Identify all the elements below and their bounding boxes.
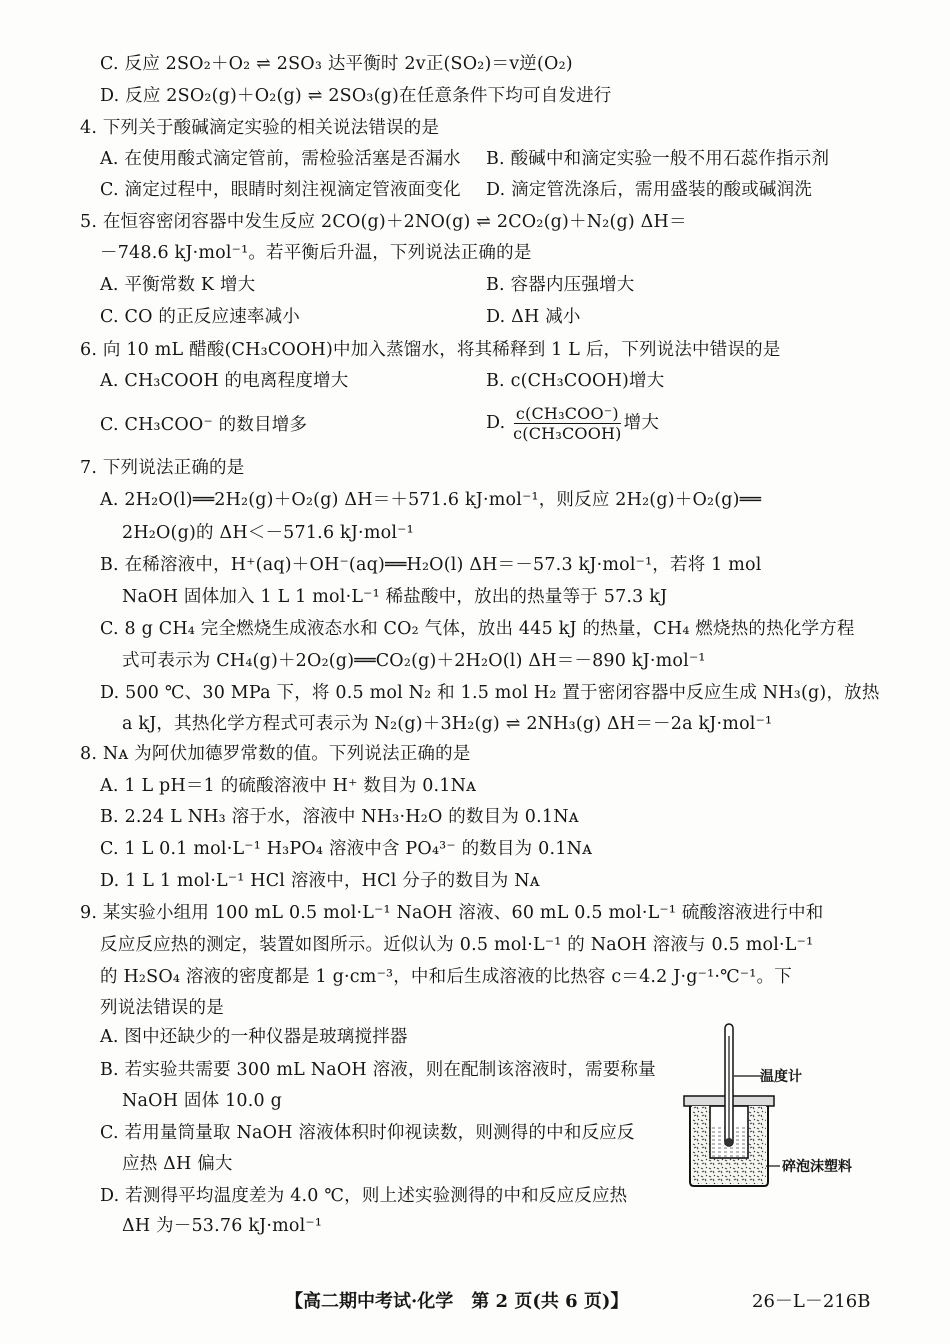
fraction-denominator: c(CH₃COOH) xyxy=(513,424,622,443)
q5-option-d: D. ΔH 减小 xyxy=(486,307,581,327)
q9-option-d: D. 若测得平均温度差为 4.0 ℃，则上述实验测得的中和反应反应热 xyxy=(100,1186,628,1206)
q9-option-c: C. 若用量筒量取 NaOH 溶液体积时仰视读数，则测得的中和反应反 xyxy=(100,1123,635,1143)
question-6: 6. 向 10 mL 醋酸(CH₃COOH)中加入蒸馏水，将其稀释到 1 L 后，下列说法中错误的是 xyxy=(80,340,781,360)
calorimeter-figure xyxy=(676,1022,866,1192)
q7-option-d-cont: a kJ，其热化学方程式可表示为 N₂(g)＋3H₂(g) ⇌ 2NH₃(g) ΔH＝－2a kJ·mol⁻¹ xyxy=(122,714,773,734)
q7-option-b-cont: NaOH 固体加入 1 L 1 mol·L⁻¹ 稀盐酸中，放出的热量等于 57.3 kJ xyxy=(122,587,668,607)
q9-option-b: B. 若实验共需要 300 mL NaOH 溶液，则在配制该溶液时，需要称量 xyxy=(100,1060,656,1080)
q6-option-c: C. CH₃COO⁻ 的数目增多 xyxy=(100,415,308,435)
question-8: 8. Nᴀ 为阿伏加德罗常数的值。下列说法正确的是 xyxy=(80,744,471,764)
q7-option-c-cont: 式可表示为 CH₄(g)＋2O₂(g)══CO₂(g)＋2H₂O(l) ΔH＝－890 kJ·mol⁻¹ xyxy=(122,651,706,671)
q4-option-c: C. 滴定过程中，眼睛时刻注视滴定管液面变化 xyxy=(100,180,461,200)
q4-option-a: A. 在使用酸式滴定管前，需检验活塞是否漏水 xyxy=(100,149,461,169)
q3-option-d: D. 反应 2SO₂(g)＋O₂(g) ⇌ 2SO₃(g)在任意条件下均可自发进行 xyxy=(100,86,612,106)
question-9-line4: 列说法错误的是 xyxy=(100,998,224,1018)
question-4: 4. 下列关于酸碱滴定实验的相关说法错误的是 xyxy=(80,118,440,138)
footer-code: 26－L－216B xyxy=(752,1291,871,1312)
q6-option-b: B. c(CH₃COOH)增大 xyxy=(486,371,665,391)
q5-option-a: A. 平衡常数 K 增大 xyxy=(100,275,256,295)
q6-option-d-tail: 增大 xyxy=(623,413,660,433)
q5-option-c: C. CO 的正反应速率减小 xyxy=(100,307,300,327)
q8-option-c: C. 1 L 0.1 mol·L⁻¹ H₃PO₄ 溶液中含 PO₄³⁻ 的数目为 0.1Nᴀ xyxy=(100,839,593,859)
question-9: 9. 某实验小组用 100 mL 0.5 mol·L⁻¹ NaOH 溶液、60 mL 0.5 mol·L⁻¹ 硫酸溶液进行中和 xyxy=(80,903,824,923)
question-7: 7. 下列说法正确的是 xyxy=(80,458,245,478)
q3-option-c: C. 反应 2SO₂＋O₂ ⇌ 2SO₃ 达平衡时 2v正(SO₂)＝v逆(O₂) xyxy=(100,54,573,74)
q5-option-b: B. 容器内压强增大 xyxy=(486,275,635,295)
q8-option-a: A. 1 L pH＝1 的硫酸溶液中 H⁺ 数目为 0.1Nᴀ xyxy=(100,776,477,796)
q6-option-d xyxy=(486,400,659,446)
question-5-cont: －748.6 kJ·mol⁻¹。若平衡后升温，下列说法正确的是 xyxy=(100,243,532,263)
q9-option-b-cont: NaOH 固体 10.0 g xyxy=(122,1091,283,1111)
q7-option-a-cont: 2H₂O(g)的 ΔH＜－571.6 kJ·mol⁻¹ xyxy=(122,523,414,543)
q6-option-d-fraction xyxy=(511,404,623,443)
q8-option-b: B. 2.24 L NH₃ 溶于水，溶液中 NH₃·H₂O 的数目为 0.1Nᴀ xyxy=(100,807,579,827)
question-9-line2: 反应反应热的测定，装置如图所示。近似认为 0.5 mol·L⁻¹ 的 NaOH 溶液与 0.5 mol·L⁻¹ xyxy=(100,935,814,955)
q4-option-d: D. 滴定管洗涤后，需用盛装的酸或碱润洗 xyxy=(486,180,813,200)
question-9-line3: 的 H₂SO₄ 溶液的密度都是 1 g·cm⁻³，中和后生成溶液的比热容 c＝4.2 J·g⁻¹·℃⁻¹。下 xyxy=(100,967,792,987)
question-5: 5. 在恒容密闭容器中发生反应 2CO(g)＋2NO(g) ⇌ 2CO₂(g)＋N₂(g) ΔH＝ xyxy=(80,212,687,232)
q6-option-d-label: D. xyxy=(486,413,506,433)
q9-option-c-cont: 应热 ΔH 偏大 xyxy=(122,1154,233,1174)
foam-label: 碎泡沫塑料 xyxy=(782,1159,852,1175)
fraction-numerator: c(CH₃COO⁻) xyxy=(515,404,619,423)
footer-title: 【高二期中考试·化学 第 2 页(共 6 页)】 xyxy=(285,1291,629,1312)
q7-option-a: A. 2H₂O(l)══2H₂(g)＋O₂(g) ΔH＝＋571.6 kJ·mol⁻¹，则反应 2H₂(g)＋O₂(g)══ xyxy=(100,490,762,510)
q7-option-c: C. 8 g CH₄ 完全燃烧生成液态水和 CO₂ 气体，放出 445 kJ 的热量，CH₄ 燃烧热的热化学方程 xyxy=(100,619,855,639)
thermometer-label: 温度计 xyxy=(760,1069,802,1085)
q8-option-d: D. 1 L 1 mol·L⁻¹ HCl 溶液中，HCl 分子的数目为 Nᴀ xyxy=(100,871,540,891)
q9-option-a: A. 图中还缺少的一种仪器是玻璃搅拌器 xyxy=(100,1027,408,1047)
q7-option-d: D. 500 ℃、30 MPa 下，将 0.5 mol N₂ 和 1.5 mol H₂ 置于密闭容器中反应生成 NH₃(g)，放热 xyxy=(100,683,880,703)
q6-option-a: A. CH₃COOH 的电离程度增大 xyxy=(100,371,349,391)
q4-option-b: B. 酸碱中和滴定实验一般不用石蕊作指示剂 xyxy=(486,149,830,169)
q7-option-b: B. 在稀溶液中，H⁺(aq)＋OH⁻(aq)══H₂O(l) ΔH＝－57.3 kJ·mol⁻¹，若将 1 mol xyxy=(100,555,762,575)
q9-option-d-cont: ΔH 为－53.76 kJ·mol⁻¹ xyxy=(122,1216,323,1236)
